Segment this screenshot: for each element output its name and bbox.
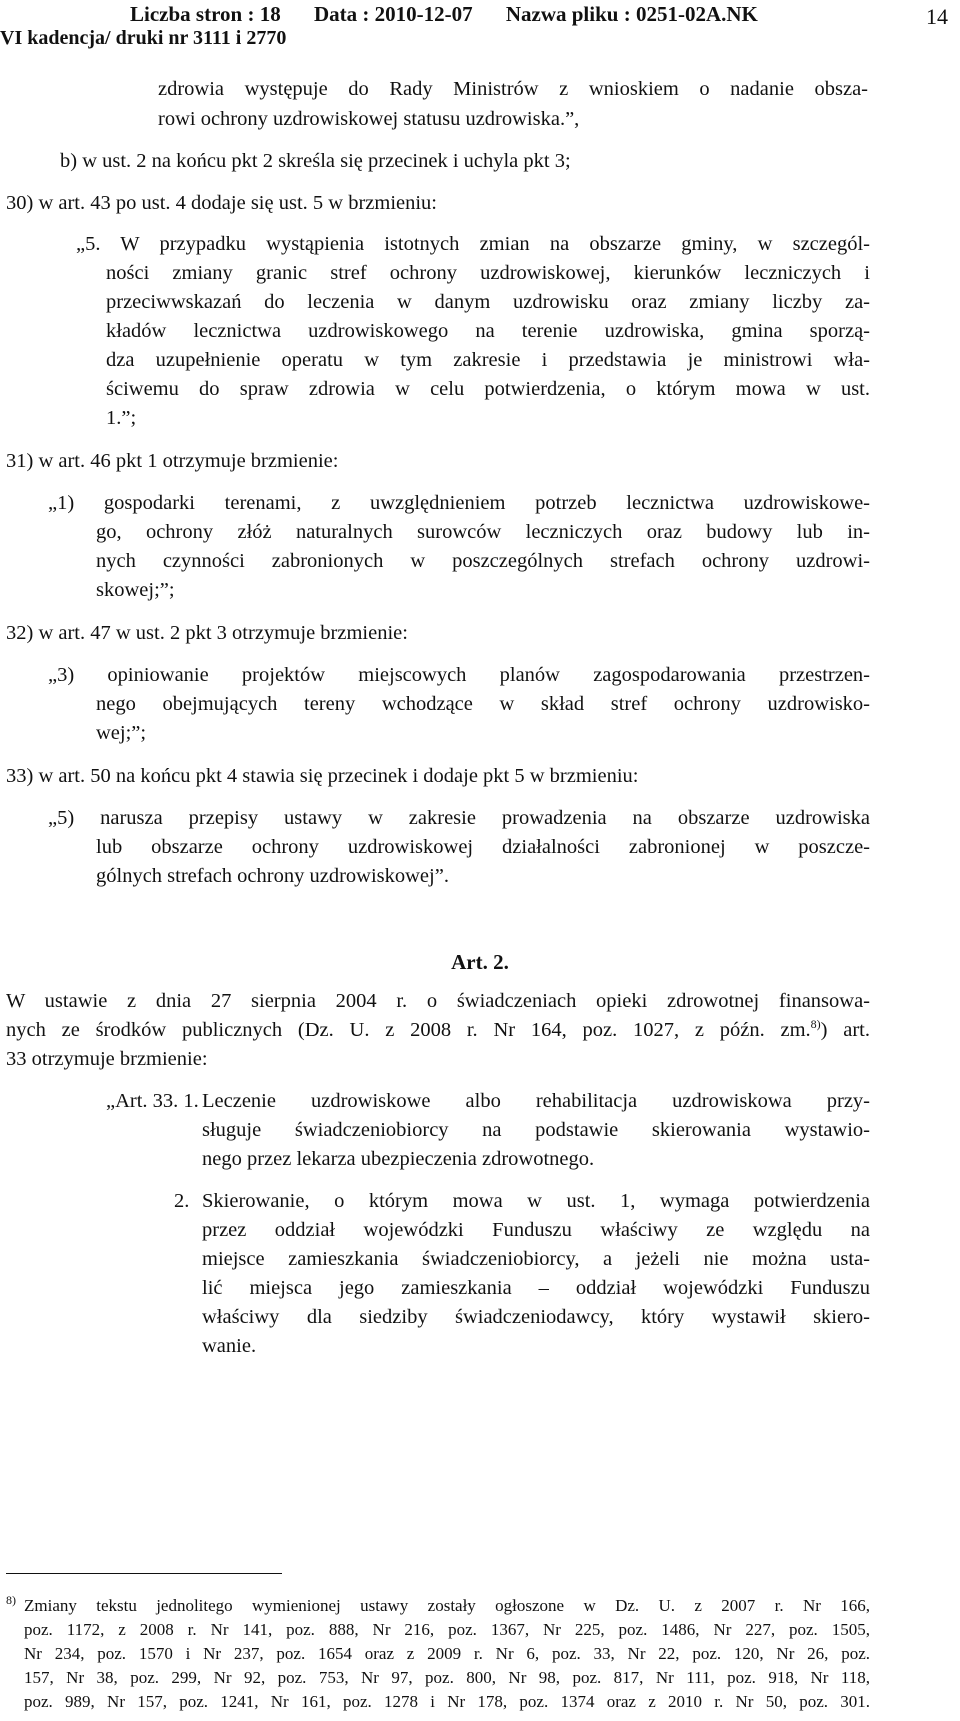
quote32-line: [96, 693, 870, 716]
item-32: 32) w art. 47 w ust. 2 pkt 3 otrzymuje brzmienie:: [6, 622, 408, 644]
quote33-text: „5) narusza przepisy ustawy w zakresie prowadzenia na obszarze uzdrowiska: [48, 807, 870, 829]
header-meta: [130, 2, 786, 27]
art33-1-text: sługuje świadczeniobiorcy na podstawie skierowania wystawio-: [202, 1119, 870, 1141]
quote5-line: [106, 291, 870, 314]
quote5-line: [106, 349, 870, 372]
art33-2-line: [202, 1190, 870, 1213]
p1-line1: [158, 78, 868, 101]
quote32-text: nego obejmujących tereny wchodzące w skład stref ochrony uzdrowisko-: [96, 693, 870, 715]
quote31-text: go, ochrony złóż naturalnych surowców leczniczych oraz budowy lub in-: [96, 521, 870, 543]
art2-intro-text: nych ze środków publicznych (Dz. U. z 2008 r. Nr 164, poz. 1027, z późn. zm.: [6, 1019, 811, 1041]
quote31-text: „1) gospodarki terenami, z uwzględnieniem potrzeb lecznictwa uzdrowiskowe-: [48, 492, 870, 514]
quote5-text: ściwemu do spraw zdrowia w celu potwierdzenia, o którym mowa w ust.: [106, 378, 870, 400]
art33-2-line: [202, 1306, 870, 1329]
quote33-text: lub obszarze ochrony uzdrowiskowej działalności zabronionej w poszcze-: [96, 836, 870, 858]
quote31-line: [96, 550, 870, 573]
footnote-text: poz. 989, Nr 157, poz. 1241, Nr 161, poz. 1278 i Nr 178, poz. 1374 oraz z 2010 r. Nr 50, poz. 301.: [24, 1692, 870, 1711]
footnote-line: [24, 1666, 870, 1690]
footnote-marker: 8): [6, 1593, 16, 1607]
quote5-line: 1.”;: [106, 407, 137, 429]
quote32-text: „3) opiniowanie projektów miejscowych planów zagospodarowania przestrzen-: [48, 664, 870, 686]
header-filename: Nazwa pliku : 0251-02A.NK: [505, 2, 758, 26]
art2-intro-text: ) art.: [820, 1019, 870, 1041]
quote5-line: [106, 320, 870, 343]
page-number: 14: [926, 4, 948, 29]
header-version: VI kadencja/ druki nr 3111 i 2770: [0, 27, 287, 49]
p1-line2: rowi ochrony uzdrowiskowej statusu uzdrowiska.”,: [158, 108, 580, 130]
footnote-line: [24, 1594, 870, 1618]
footnote-text: 157, Nr 38, poz. 299, Nr 92, poz. 753, Nr 97, poz. 800, Nr 98, poz. 817, Nr 111, poz. 918, Nr 118,: [24, 1668, 870, 1687]
item-b: b) w ust. 2 na końcu pkt 2 skreśla się przecinek i uchyla pkt 3;: [60, 150, 571, 172]
art33-2-text: Skierowanie, o którym mowa w ust. 1, wymaga potwierdzenia: [202, 1190, 870, 1212]
p1-line1-text: zdrowia występuje do Rady Ministrów z wnioskiem o nadanie obsza-: [158, 78, 868, 100]
quote31-line: [96, 521, 870, 544]
art2-intro-text: W ustawie z dnia 27 sierpnia 2004 r. o świadczeniach opieki zdrowotnej finansowa-: [6, 990, 870, 1012]
item-31: 31) w art. 46 pkt 1 otrzymuje brzmienie:: [6, 450, 339, 472]
footnote-text: Nr 234, poz. 1570 i Nr 237, poz. 1654 oraz z 2009 r. Nr 6, poz. 33, Nr 22, poz. 120, Nr 26, poz.: [24, 1644, 870, 1663]
quote32-line: [48, 664, 870, 687]
quote5-text: ności zmiany granic stref ochrony uzdrowiskowej, kierunków leczniczych i: [106, 262, 870, 284]
art33-2-text: właściwy dla siedziby świadczeniodawcy, który wystawił skiero-: [202, 1306, 870, 1328]
art33-label: „Art. 33. 1.: [106, 1090, 199, 1112]
art33-2-line: wanie.: [202, 1335, 257, 1357]
art33-2-line: [202, 1219, 870, 1242]
art33-2-text: przez oddział wojewódzki Funduszu właściwy ze względu na: [202, 1219, 870, 1241]
item-30: 30) w art. 43 po ust. 4 dodaje się ust. 5 w brzmieniu:: [6, 192, 438, 214]
art2-intro-line: [6, 990, 870, 1013]
art33-1-line: [202, 1090, 870, 1113]
quote5-text: przeciwwskazań do leczenia w danym uzdrowisku oraz zmiany liczby za-: [106, 291, 870, 313]
quote31-line: skowej;”;: [96, 579, 175, 601]
header-page-count: Liczba stron : 18: [130, 2, 281, 26]
footnote-ref: 8): [810, 1017, 821, 1032]
art33-2-label: 2.: [174, 1190, 190, 1212]
quote5-text: dza uzupełnienie operatu w tym zakresie i przedstawia je ministrowi wła-: [106, 349, 870, 371]
quote5-line: [106, 378, 870, 401]
item-33: 33) w art. 50 na końcu pkt 4 stawia się przecinek i dodaje pkt 5 w brzmieniu:: [6, 765, 639, 787]
quote32-line: wej;”;: [96, 722, 147, 744]
art2-intro-line: 33 otrzymuje brzmienie:: [6, 1048, 208, 1070]
art2-intro-line: [6, 1019, 870, 1042]
header-date: Data : 2010-12-07: [313, 2, 473, 26]
article-2-title: Art. 2.: [451, 950, 509, 974]
quote33-line: gólnych strefach ochrony uzdrowiskowej”.: [96, 865, 449, 887]
footnote-line: [24, 1618, 870, 1642]
art33-1-line: nego przez lekarza ubezpieczenia zdrowotnego.: [202, 1148, 595, 1170]
quote33-line: [96, 836, 870, 859]
quote33-line: [48, 807, 870, 830]
art33-1-text: Leczenie uzdrowiskowe albo rehabilitacja uzdrowiskowa przy-: [202, 1090, 870, 1112]
quote5-text: „5. W przypadku wystąpienia istotnych zmian na obszarze gminy, w szczegól-: [76, 233, 870, 255]
footnote-text: poz. 1172, z 2008 r. Nr 141, poz. 888, Nr 216, poz. 1367, Nr 225, poz. 1486, Nr 227, poz. 1505,: [24, 1620, 870, 1639]
art33-2-text: miejsce zamieszkania świadczeniobiorcy, a jeżeli nie można usta-: [202, 1248, 870, 1270]
page-header: [0, 0, 960, 52]
quote31-text: nych czynności zabronionych w poszczególnych strefach ochrony uzdrowi-: [96, 550, 870, 572]
quote5-text: kładów lecznictwa uzdrowiskowego na terenie uzdrowiska, gmina sporzą-: [106, 320, 870, 342]
footnote-line: [24, 1690, 870, 1714]
quote5-line: [106, 262, 870, 285]
footnote-line: [24, 1642, 870, 1666]
footnote-text: Zmiany tekstu jednolitego wymienionej ustawy zostały ogłoszone w Dz. U. z 2007 r. Nr 166,: [24, 1596, 870, 1615]
quote31-line: [48, 492, 870, 515]
art33-2-line: [202, 1248, 870, 1271]
art33-2-text: lić miejsca jego zamieszkania – oddział wojewódzki Funduszu: [202, 1277, 870, 1299]
quote5-line: [76, 233, 870, 256]
art2-intro-line2: [6, 1019, 870, 1042]
art33-2-line: [202, 1277, 870, 1300]
art33-1-line: [202, 1119, 870, 1142]
footnote-divider: [6, 1573, 282, 1574]
